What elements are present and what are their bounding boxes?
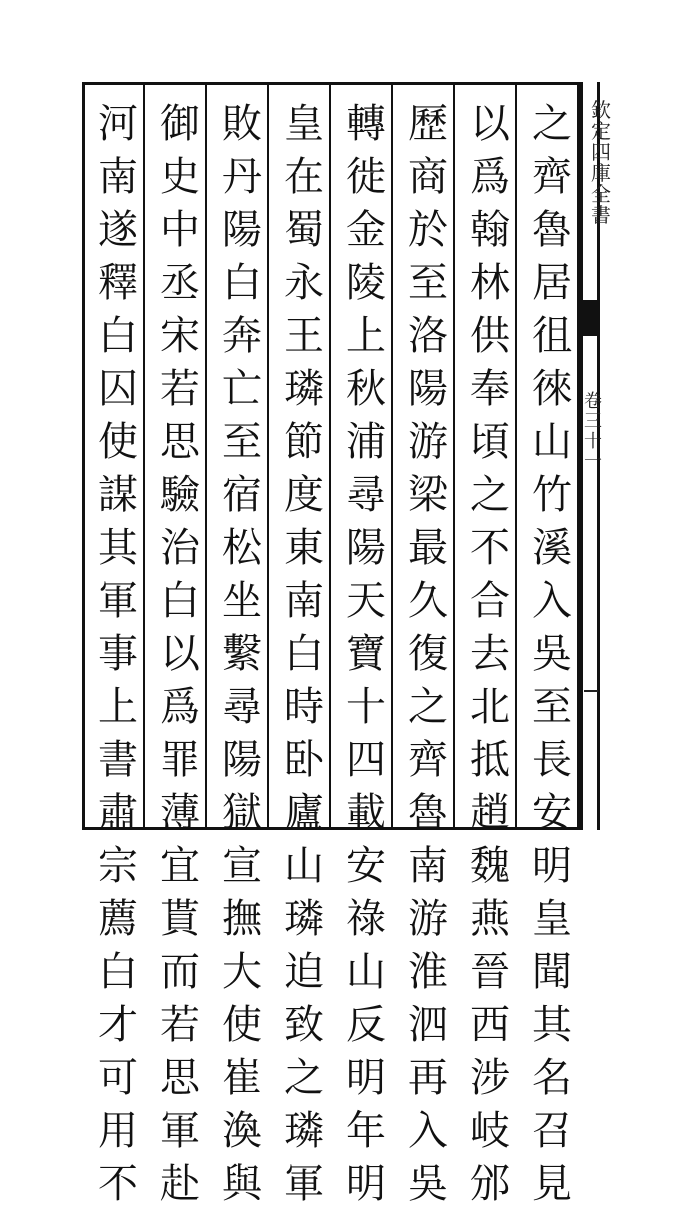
text-column-7: 御 史 中 丞 宋 若 思 驗 治 白 以 爲 罪 薄 宜 貰 而 若 思 軍 赴	[160, 101, 200, 1207]
text-column-3: 歷 商 於 至 洛 陽 游 梁 最 久 復 之 齊 魯 南 游 淮 泗 再 入 吳	[408, 101, 448, 1207]
text-column-2: 以 爲 翰 林 供 奉 頃 之 不 合 去 北 抵 趙 魏 燕 晉 西 涉 岐 邠	[470, 101, 510, 1207]
column-rule	[143, 82, 145, 830]
column-rule	[515, 82, 517, 830]
column-rule	[453, 82, 455, 830]
text-column-6: 敗 丹 陽 白 奔 亡 至 宿 松 坐 繫 尋 陽 獄 宣 撫 大 使 崔 渙 與	[222, 101, 262, 1207]
text-column-5: 皇 在 蜀 永 王 璘 節 度 東 南 白 時 卧 廬 山 璘 迫 致 之 璘 軍	[284, 101, 324, 1207]
fishtail-mark	[583, 300, 598, 336]
column-rule	[205, 82, 207, 830]
text-column-1: 之 齊 魯 居 徂 徠 山 竹 溪 入 吳 至 長 安 明 皇 聞 其 名 召 見	[532, 101, 572, 1207]
margin-title: 欽 定 四 庫 全 書	[591, 98, 611, 227]
column-rule	[329, 82, 331, 830]
column-rule	[391, 82, 393, 830]
margin-volume: 卷 三 十 一	[584, 391, 602, 472]
text-column-8: 河 南 遂 釋 白 囚 使 謀 其 軍 事 上 書 肅 宗 薦 白 才 可 用 不	[98, 101, 138, 1207]
text-column-4: 轉 徙 金 陵 上 秋 浦 尋 陽 天 寶 十 四 載 安 祿 山 反 明 年 明	[346, 101, 386, 1207]
column-rule	[267, 82, 269, 830]
margin-tick	[584, 690, 598, 692]
